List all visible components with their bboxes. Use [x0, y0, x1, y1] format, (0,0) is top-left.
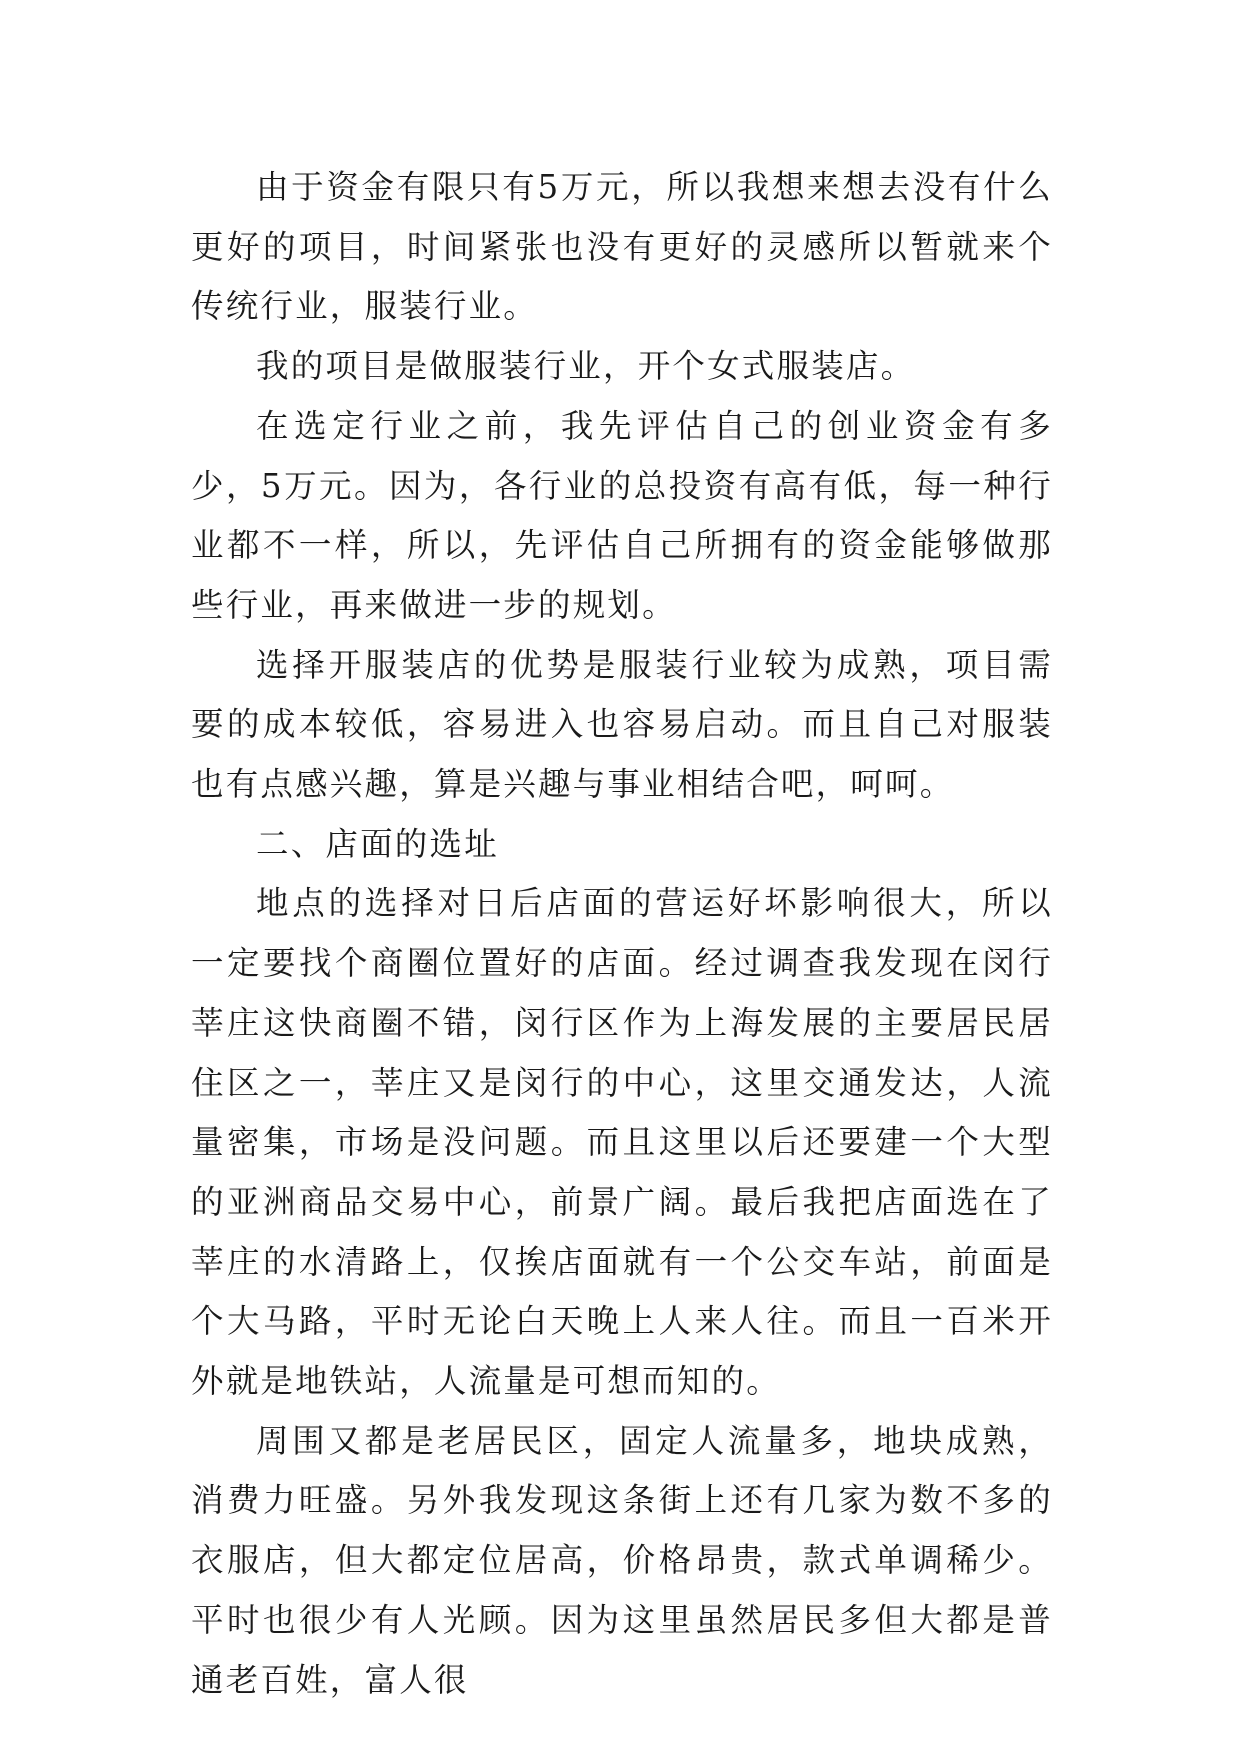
paragraph-surroundings: 周围又都是老居民区，固定人流量多，地块成熟，消费力旺盛。另外我发现这条街上还有几家为数不多的衣服店，但大都定位居高，价格昂贵，款式单调稀少。平时也很少有人光顾。因为这里虽然居民多但大都是普通老百姓，富人很 — [191, 1421, 1053, 1699]
section-heading-location: 二、店面的选址 — [256, 824, 499, 863]
paragraph-funding: 由于资金有限只有5万元，所以我想来想去没有什么更好的项目，时间紧张也没有更好的灵感所以暂就来个传统行业，服装行业。 — [191, 168, 1053, 326]
paragraph-capital-assessment: 在选定行业之前，我先评估自己的创业资金有多少，5万元。因为，各行业的总投资有高有低，每一种行业都不一样，所以，先评估自己所拥有的资金能够做那些行业，再来做进一步的规划。 — [191, 406, 1053, 624]
document-body — [191, 158, 1053, 1710]
paragraph-location-choice: 地点的选择对日后店面的营运好坏影响很大，所以一定要找个商圈位置好的店面。经过调查我发现在闵行莘庄这快商圈不错，闵行区作为上海发展的主要居民居住区之一，莘庄又是闵行的中心，这里交通发达，人流量密集，市场是没问题。而且这里以后还要建一个大型的亚洲商品交易中心，前景广阔。最后我把店面选在了莘庄的水清路上，仅挨店面就有一个公交车站，前面是个大马路，平时无论白天晚上人来人往。而且一百米开外就是地铁站，人流量是可想而知的。 — [191, 884, 1053, 1401]
paragraph-project: 我的项目是做服装行业，开个女式服装店。 — [256, 347, 916, 386]
paragraph-advantages: 选择开服装店的优势是服装行业较为成熟，项目需要的成本较低，容易进入也容易启动。而且自己对服装也有点感兴趣，算是兴趣与事业相结合吧，呵呵。 — [191, 645, 1053, 804]
